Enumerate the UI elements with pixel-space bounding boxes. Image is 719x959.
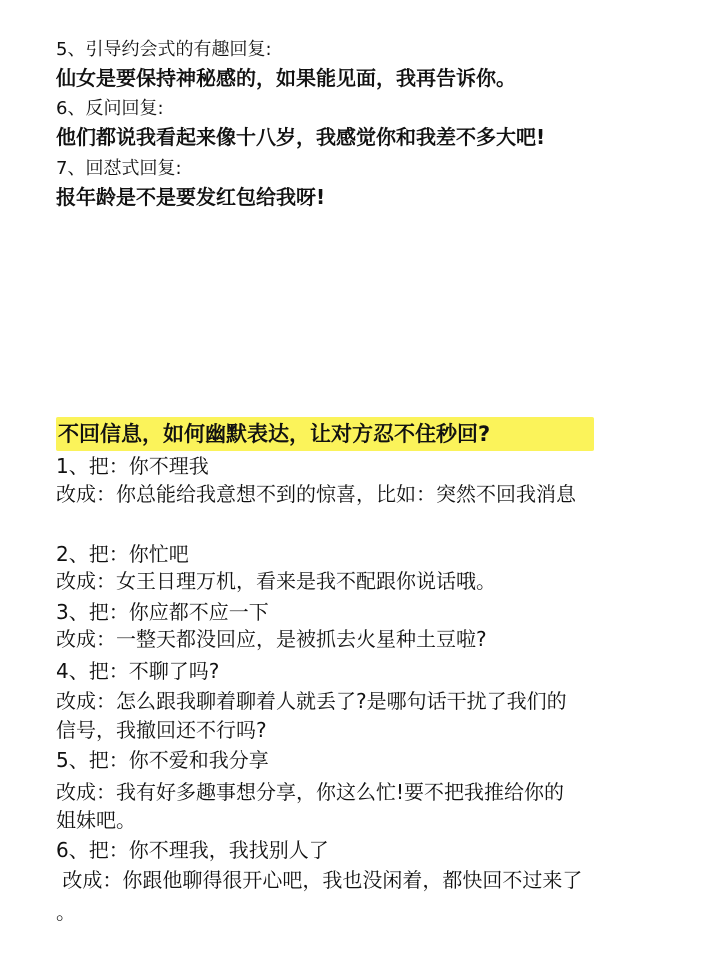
line-4-revised-cont: 信号，我撤回还不行吗?	[56, 718, 267, 742]
item-5-text: 仙女是要保持神秘感的，如果能见面，我再告诉你。	[56, 66, 516, 90]
item-7-label: 7、回怼式回复:	[56, 158, 182, 179]
line-3-original: 3、把：你应都不应一下	[56, 600, 269, 624]
section-heading: 不回信息，如何幽默表达，让对方忍不住秒回?	[58, 422, 491, 446]
line-2-revised: 改成：女王日理万机，看来是我不配跟你说话哦。	[56, 569, 496, 593]
line-6-original: 6、把：你不理我，我找别人了	[56, 838, 329, 862]
line-4-revised: 改成：怎么跟我聊着聊着人就丢了?是哪句话干扰了我们的	[56, 689, 567, 713]
line-2-original: 2、把：你忙吧	[56, 542, 189, 566]
section-heading-highlight	[56, 417, 594, 451]
line-5-revised-cont: 姐妹吧。	[56, 808, 136, 832]
line-6-revised-cont: 。	[56, 900, 76, 924]
line-1-revised: 改成：你总能给我意想不到的惊喜，比如：突然不回我消息	[56, 482, 576, 506]
line-6-revised: 改成：你跟他聊得很开心吧，我也没闲着，都快回不过来了	[56, 868, 583, 892]
item-5-label: 5、引导约会式的有趣回复:	[56, 39, 272, 60]
line-5-revised: 改成：我有好多趣事想分享，你这么忙!要不把我推给你的	[56, 780, 565, 804]
line-1-original: 1、把：你不理我	[56, 454, 209, 478]
line-5-original: 5、把：你不爱和我分享	[56, 748, 269, 772]
item-7-text: 报年龄是不是要发红包给我呀!	[56, 185, 326, 209]
line-4-original: 4、把：不聊了吗?	[56, 659, 220, 683]
item-6-text: 他们都说我看起来像十八岁，我感觉你和我差不多大吧!	[56, 125, 546, 149]
line-3-revised: 改成：一整天都没回应，是被抓去火星种土豆啦?	[56, 627, 487, 651]
item-6-label: 6、反问回复:	[56, 98, 164, 119]
